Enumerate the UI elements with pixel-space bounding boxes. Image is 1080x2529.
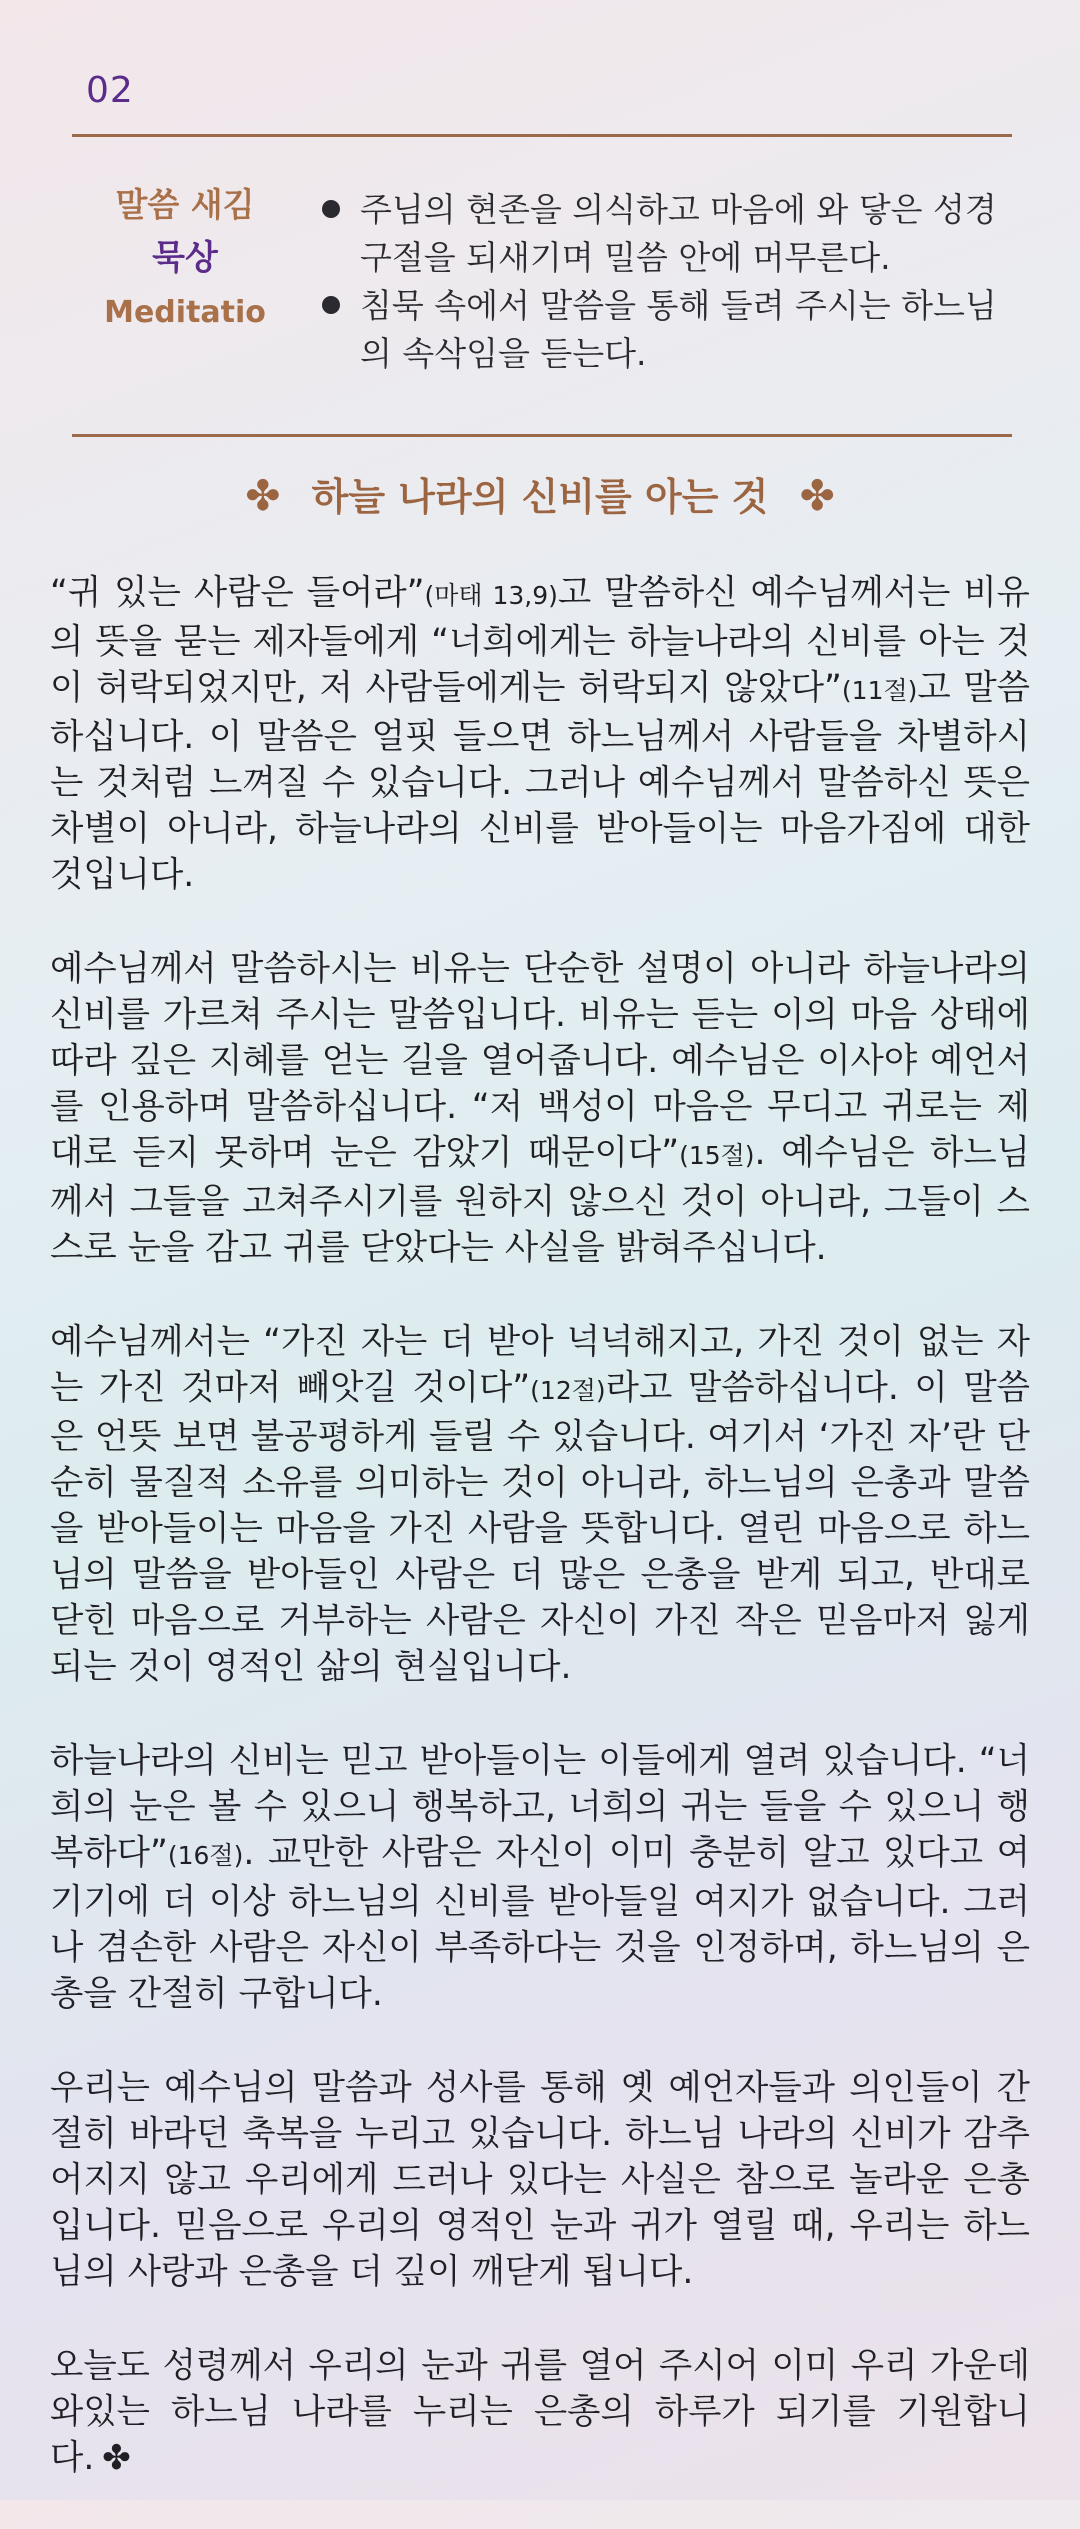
scripture-reference: (12절) bbox=[530, 1376, 606, 1405]
scripture-reference: (16절) bbox=[167, 1841, 244, 1870]
paragraph-text: 예수님께서는 “가진 자는 더 받아 넉넉해지고, 가진 것이 없는 자는 가진 것마저 빼앗길 것이다” bbox=[50, 1322, 1030, 1408]
paragraph-text: 고 말씀하십니다. 이 말씀은 얼핏 들으면 하느님께서 사람들을 차별하시는 것처럼 느껴질 수 있습니다. 그러나 예수님께서 말씀하신 뜻은 차별이 아니라, 하늘나라의 신비를 받아들이는 마음가짐에 대한 것입니다. bbox=[50, 668, 1030, 895]
section-title-text: 하늘 나라의 신비를 아는 것 bbox=[311, 475, 769, 519]
paragraph bbox=[50, 2343, 1030, 2481]
stage-title: 말씀 새김 bbox=[115, 185, 255, 224]
meditation-stage-label bbox=[80, 182, 290, 338]
paragraph-text: 하늘나라의 신비는 믿고 받아들이는 이들에게 열려 있습니다. “너희의 눈은 볼 수 있으니 행복하고, 너희의 귀는 들을 수 있으니 행복하다” bbox=[50, 1741, 1030, 1873]
paragraph-text: 라고 말씀하십니다. 이 말씀은 언뜻 보면 불공평하게 들릴 수 있습니다. 여기서 ‘가진 자’란 단순히 물질적 소유를 의미하는 것이 아니라, 하느님의 은총과 말씀을 받아들이는 마음을 가진 사람을 뜻합니다. 열린 마음으로 하느님의 말씀을 받아들인 사람은 더 많은 은총을 받게 되고, 반대로 닫힌 마음으로 거부하는 사람은 자신이 가진 작은 믿음마저 잃게 되는 것이 영적인 삶의 현실입니다. bbox=[50, 1368, 1030, 1687]
top-divider bbox=[72, 134, 1012, 137]
paragraph-text: . 교만한 사람은 자신이 이미 충분히 알고 있다고 여기기에 더 이상 하느님의 신비를 받아들일 여지가 없습니다. 그러나 겸손한 사람은 자신이 부족하다는 것을 인정하며, 하느님의 은총을 간절히 구합니다. bbox=[50, 1833, 1030, 2014]
bottom-divider bbox=[72, 434, 1012, 437]
scripture-reference: (11절) bbox=[841, 676, 918, 705]
paragraph bbox=[50, 570, 1030, 898]
stage-latin-name: Meditatio bbox=[104, 295, 266, 330]
paragraph: 우리는 예수님의 말씀과 성사를 통해 옛 예언자들과 의인들이 간절히 바라던 축복을 누리고 있습니다. 하느님 나라의 신비가 감추어지지 않고 우리에게 드러나 있다는 사실은 참으로 놀라운 은총입니다. 믿음으로 우리의 영적인 눈과 귀가 열릴 때, 우리는 하느님의 사랑과 은총을 더 깊이 깨닫게 됩니다. bbox=[50, 2068, 1030, 2292]
scripture-reference: (마태 13,9) bbox=[424, 581, 558, 610]
section-title bbox=[0, 466, 1080, 521]
paragraph bbox=[50, 1319, 1030, 1690]
bullet-icon bbox=[322, 296, 340, 314]
paragraph-text: 예수님께서 말씀하시는 비유는 단순한 설명이 아니라 하늘나라의 신비를 가르쳐 주시는 말씀입니다. 비유는 듣는 이의 마음 상태에 따라 깊은 지혜를 얻는 길을 열어줍니다. 예수님은 이사야 예언서를 인용하며 말씀하십니다. “저 백성이 마음은 무디고 귀로는 제대로 듣지 못하며 눈은 감았기 때문이다” bbox=[50, 949, 1030, 1173]
clover-ornament-icon: ✤ bbox=[245, 471, 281, 520]
paragraph-text: 고 말씀하신 예수님께서는 비유의 뜻을 묻는 제자들에게 “너희에게는 하늘나라의 신비를 아는 것이 허락되었지만, 저 사람들에게는 허락되지 않았다” bbox=[50, 573, 1030, 708]
clover-ornament-icon: ✤ bbox=[102, 2438, 131, 2478]
stage-korean-name: 묵상 bbox=[152, 238, 218, 278]
reflection-body bbox=[50, 570, 1030, 2529]
instruction-text: 주님의 현존을 의식하고 마음에 와 닿은 성경구절을 되새기며 밀씀 안에 머무른다. bbox=[360, 190, 997, 277]
instruction-item bbox=[318, 186, 1018, 282]
paragraph-text: “귀 있는 사람은 들어라” bbox=[50, 573, 425, 613]
instruction-text: 침묵 속에서 말씀을 통해 들려 주시는 하느님의 속삭임을 듣는다. bbox=[360, 286, 997, 373]
bullet-icon bbox=[322, 200, 340, 218]
paragraph bbox=[50, 1738, 1030, 2017]
paragraph bbox=[50, 946, 1030, 1271]
page-number: 02 bbox=[86, 70, 134, 111]
scripture-reference: (15절) bbox=[679, 1141, 755, 1170]
instruction-item bbox=[318, 282, 1018, 378]
clover-ornament-icon: ✤ bbox=[799, 471, 835, 520]
paragraph-text: . 예수님은 하느님께서 그들을 고쳐주시기를 원하지 않으신 것이 아니라, 그들이 스스로 눈을 감고 귀를 닫았다는 사실을 밝혀주십니다. bbox=[50, 1133, 1030, 1268]
paragraph-text: 오늘도 성령께서 우리의 눈과 귀를 열어 주시어 이미 우리 가운데 와있는 하느님 나라를 누리는 은총의 하루가 되기를 기원합니다. bbox=[50, 2346, 1030, 2478]
meditation-instructions bbox=[318, 186, 1018, 378]
